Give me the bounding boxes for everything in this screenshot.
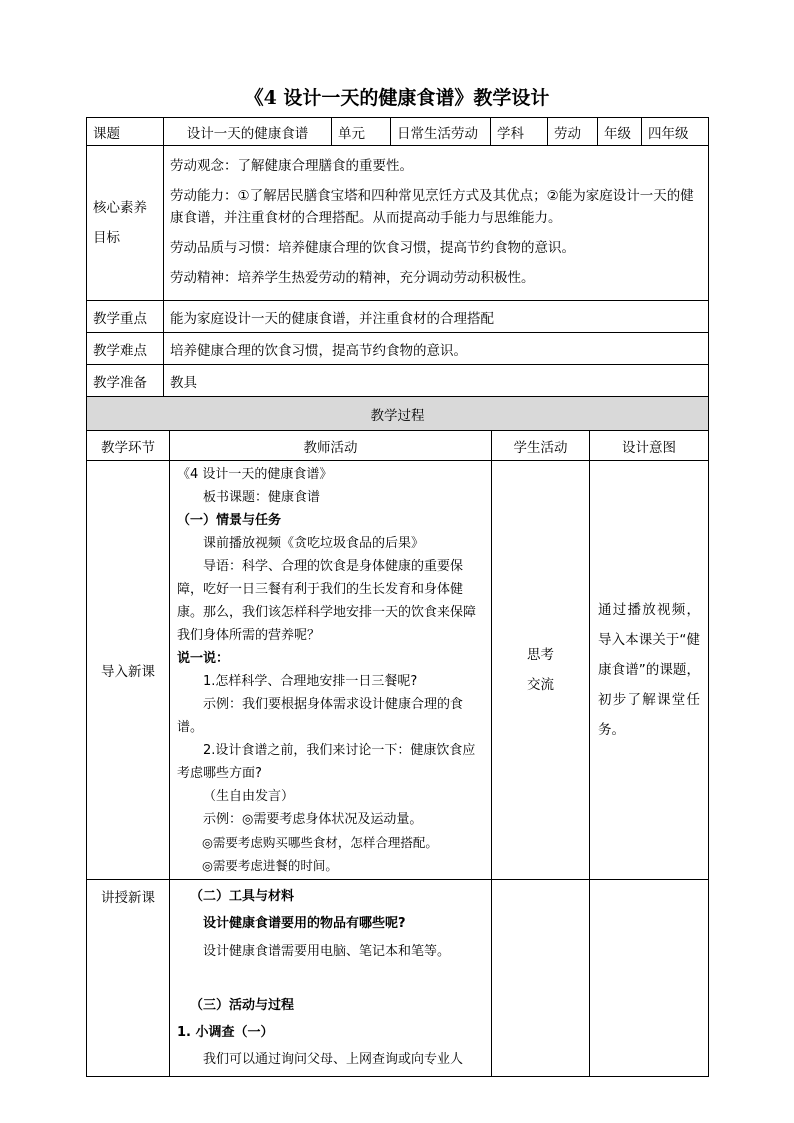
student-activity-intro: [492, 461, 590, 880]
teacher-activity-intro: [170, 461, 492, 880]
goal-item: 劳动品质与习惯：培养健康合理的饮食习惯，提高节约食物的意识。: [170, 240, 575, 256]
goals-label: 核心素养目标: [87, 146, 164, 301]
unit-value: 日常生活劳动: [391, 118, 491, 146]
key-point-value: 能为家庭设计一天的健康食谱，并注重食材的合理搭配: [164, 301, 709, 333]
stage-intro: 导入新课: [87, 461, 170, 880]
section-heading: （三）活动与过程: [190, 998, 295, 1013]
text-line: 我们可以通过询问父母、上网查询或向专业人: [203, 1052, 464, 1067]
subject-value: 劳动: [548, 118, 598, 146]
process-header: 教学过程: [87, 397, 709, 431]
design-intent-intro: 通过播放视频，导入本课关于“健康食谱”的课题，初步了解课堂任务。: [590, 461, 709, 880]
key-point-label: 教学重点: [87, 301, 164, 333]
subject-label: 学科: [491, 118, 548, 146]
text-line: 2.设计食谱之前，我们来讨论一下：健康饮食应考虑哪些方面?: [177, 743, 476, 781]
text-line: 导语：科学、合理的饮食是身体健康的重要保障，吃好一日三餐有利于我们的生长发育和身体健康。那么，我们该怎样科学地安排一天的饮食来保障我们身体所需的营养呢？: [177, 559, 477, 643]
goal-item: 劳动观念：了解健康合理膳食的重要性。: [170, 158, 413, 174]
preparation-value: 教具: [164, 365, 709, 397]
text-line: （生自由发言）: [203, 789, 295, 804]
stage-teach: 讲授新课: [87, 880, 170, 1077]
process-table: [86, 396, 709, 1077]
student-activity-item: 交流: [527, 677, 554, 693]
difficulty-label: 教学难点: [87, 333, 164, 365]
section-heading: 1. 小调查（一）: [177, 1025, 274, 1040]
text-line: 板书课题：健康食谱: [203, 490, 321, 505]
goals-content: [164, 146, 709, 301]
student-activity-teach: [492, 880, 590, 1077]
text-line: 示例：我们要根据身体需求设计健康合理的食谱。: [177, 697, 464, 735]
text-line: 《4 设计一天的健康食谱》: [177, 467, 333, 482]
column-header: 学生活动: [492, 431, 590, 461]
teacher-activity-teach: [170, 880, 492, 1077]
topic-label: 课题: [87, 118, 164, 146]
grade-value: 四年级: [642, 118, 709, 146]
text-line: 示例：◎需要考虑身体状况及运动量。: [203, 812, 423, 827]
design-intent-teach: [590, 880, 709, 1077]
text-line: 设计健康食谱需要用电脑、笔记本和笔等。: [203, 944, 451, 959]
text-line: ◎需要考虑购买哪些食材，怎样合理搭配。: [202, 835, 438, 850]
difficulty-value: 培养健康合理的饮食习惯，提高节约食物的意识。: [164, 333, 709, 365]
section-heading: （二）工具与材料: [190, 889, 295, 904]
section-heading: 说一说：: [177, 651, 230, 666]
column-header: 设计意图: [590, 431, 709, 461]
column-header: 教学环节: [87, 431, 170, 461]
goal-item: 劳动能力：①了解居民膳食宝塔和四种常见烹饪方式及其优点；②能为家庭设计一天的健康食谱，并注重食材的合理搭配。从而提高动手能力与思维能力。: [170, 188, 694, 226]
column-header: 教师活动: [170, 431, 492, 461]
text-line: 1.怎样科学、合理地安排一日三餐呢?: [203, 674, 418, 689]
goal-item: 劳动精神：培养学生热爱劳动的精神，充分调动劳动积极性。: [170, 270, 535, 286]
topic-value: 设计一天的健康食谱: [164, 118, 332, 146]
preparation-label: 教学准备: [87, 365, 164, 397]
grade-label: 年级: [598, 118, 642, 146]
document-title: 《4 设计一天的健康食谱》教学设计: [244, 87, 550, 109]
info-table: [86, 117, 709, 397]
unit-label: 单元: [332, 118, 391, 146]
text-line: ◎需要考虑进餐的时间。: [202, 858, 338, 873]
text-line: 课前播放视频《贪吃垃圾食品的后果》: [203, 536, 425, 551]
text-line: 设计健康食谱要用的物品有哪些呢?: [203, 916, 406, 931]
section-heading: （一）情景与任务: [177, 513, 282, 528]
student-activity-item: 思考: [527, 647, 554, 663]
